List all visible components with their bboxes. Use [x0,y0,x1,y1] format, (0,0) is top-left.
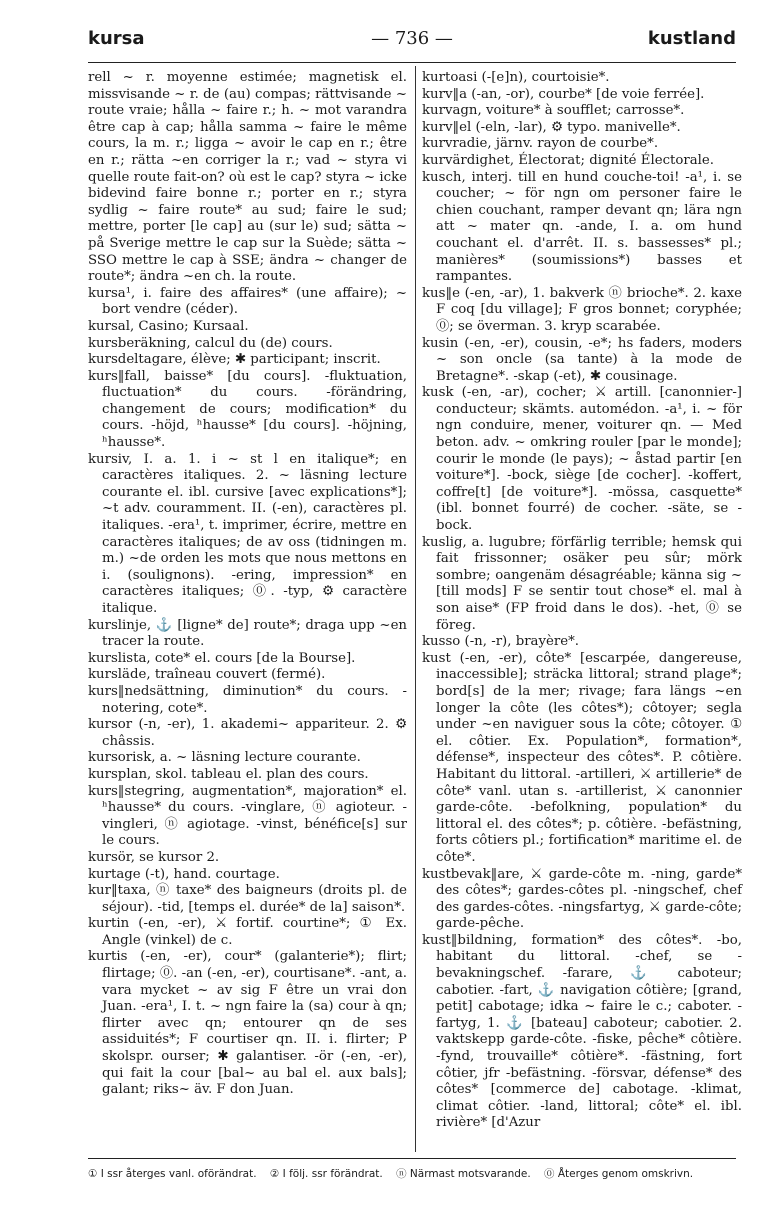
dictionary-entry: kursal, Casino; Kursaal. [88,318,249,334]
dictionary-entry: kurs‖stegring, augmentation*, majoration* el. ʰhausse* du cours. -vinglare, ⓝ agioteur. -vingleri, ⓝ agiotage. -vinst, bénéfice[s] sur le cours. [88,783,407,849]
dictionary-entry: kurslinje, ⚓ [ligne* de] route*; draga upp ~en tracer la route. [88,617,407,650]
dictionary-entry: kusin (-en, -er), cousin, -e*; hs faders, moders ~ son oncle (sa tante) à la mode de Bretagne*. -skap (-et), ✱ cousinage. [422,335,742,384]
dictionary-entry: kursorisk, a. ~ läsning lecture courante. [88,750,361,766]
dictionary-entry: kurtis (-en, -er), cour* (galanterie*); flirt; flirtage; ⓪. -an (-en, -er), courtisane*. -ant, a. vara mycket ~ av sig F être un vrai don Juan. -era¹, I. t. ~ ngn faire la (sa) cour à qn; flirter avec qn; entourer qn de ses assiduités*; F courtiser qn. II. i. flirter; P skolspr. ourser; ✱ galantiser. -ör (-en, -er), qui fait la cour [bal~ au bal el. aux bals]; galant; riks~ äv. F don Juan. [88,949,407,1098]
dictionary-entry: kursiv, I. a. 1. i ~ st l en italique*; en caractères italiques. 2. ~ läsning lecture courante el. ibl. cursive [avec explications*]; ~t adv. couramment. II. (-en), caractères pl. italiques. -era¹, t. imprimer, écrire, mettre en caractères italiques; de av oss (tidningen m. m.) ~de orden les mots que nous mettons en i. (soulignons). -ering, impression* en caractères italiques; ⓪. -typ, ⚙ caractère italique. [88,451,407,616]
dictionary-entry: kurtage (-t), hand. courtage. [88,866,280,882]
dictionary-entry: kursplan, skol. tableau el. plan des cours. [88,766,369,782]
dictionary-entry: kursläde, traîneau couvert (fermé). [88,667,326,683]
footnote-1: ① I ssr återges vanl. oförändrat. [88,1168,257,1180]
dictionary-entry: kursdeltagare, élève; ✱ participant; inscrit. [88,352,381,368]
dictionary-entry: kurs‖nedsättning, diminution* du cours. -notering, cote*. [88,683,407,716]
guide-word-left: kursa [88,28,145,49]
dictionary-entry: kusch, interj. till en hund couche-toi! -a¹, i. se coucher; ~ för ngn om personer faire le chien couchant, ramper devant qn; lära ngn att ~ mater qn. -ande, I. a. om hund couchant el. d'arrêt. II. s. bassesses* pl.; manières* (soumissions*) basses et rampantes. [422,169,742,285]
guide-word-right: kustland [647,28,736,49]
dictionary-entry: kustbevak‖are, ⚔ garde-côte m. -ning, garde* des côtes*; gardes-côtes pl. -ningschef, chef des gardes-côtes. -ningsfartyg, ⚔ garde-côte; garde-pêche. [422,866,742,932]
right-column [422,70,742,1132]
page-header [88,28,736,54]
dictionary-entry: kusso (-n, -r), brayère*. [422,634,579,650]
dictionary-entry: kurslista, cote* el. cours [de la Bourse]. [88,650,356,666]
header-rule [88,62,736,63]
dictionary-entry: kurtin (-en, -er), ⚔ fortif. courtine*; ① Ex. Angle (vinkel) de c. [88,916,407,948]
left-column [88,70,407,1099]
dictionary-entry: kursberäkning, calcul du (de) cours. [88,335,333,351]
dictionary-entry: kust (-en, -er), côte* [escarpée, dangereuse, inaccessible]; sträcka littoral; strand plage*; bord[s] de la mer; rivage; fara längs ~en longer la côte (les côtes*); côtoyer; segla under ~en naviguer sous la côte; côtoyer. ① el. côtier. Ex. Population*, formation*, défense*, inspecteur des côtes*. P. côtière. Habitant du littoral. -artilleri, ⚔ artillerie* de côte* vanl. utan s. -artillerist, ⚔ canonnier garde-côte. -befolkning, population* du littoral el. des côtes*; p. côtière. -befästning, forts côtiers pl.; fortification* maritime el. de côte*. [422,650,742,865]
footnote-2: ② I följ. ssr förändrat. [269,1168,383,1180]
dictionary-entry: kus‖e (-en, -ar), 1. bakverk ⓝ brioche*. 2. kaxe F coq [du village]; F gros bonnet; coryphée; ⓪; se överman. 3. kryp scarabée. [422,285,742,334]
dictionary-entry: rell ~ r. moyenne estimée; magnetisk el. missvisande ~ r. de (au) compas; rättvisande ~ route vraie; hålla ~ faire r.; h. ~ mot varandra être cap à cap; hålla samma ~ faire le même cours, la m. r.; ligga ~ avoir le cap en r.; être en r.; rätta ~en corriger la r.; vad ~ styra vi quelle route fait-on? où est le cap? styra ~ icke bidevind faire bonne r.; porter en r.; styra sydlig ~ faire route* au sud; faire le sud; mettre, porter [le cap] au (sur le) sud; sätta ~ på Sverige mettre le cap sur la Suède; sätta ~ SSO mettre le cap à SSE; ändra ~ changer de route*; ändra ~en ch. la route. [88,70,407,285]
dictionary-entry: kurvagn, voiture* à soufflet; carrosse*. [422,103,685,119]
dictionary-entry: kurv‖a (-an, -or), courbe* [de voie ferrée]. [422,86,705,102]
dictionary-entry: kurvradie, järnv. rayon de courbe*. [422,136,659,152]
dictionary-entry: kurv‖el (-eln, -lar), ⚙ typo. manivelle*. [422,119,681,135]
dictionary-entry: kursör, se kursor 2. [88,849,220,865]
dictionary-entry: kursor (-n, -er), 1. akademi~ appariteur. 2. ⚙ châssis. [88,717,407,749]
column-divider [415,66,416,1152]
dictionary-entry: kursa¹, i. faire des affaires* (une affaire); ~ bort vendre (céder). [88,285,407,318]
dictionary-entry: kur‖taxa, ⓝ taxe* des baigneurs (droits pl. de séjour). -tid, [temps el. durée* de la] saison*. [88,883,407,915]
page-number: — 736 — [371,28,453,49]
dictionary-entry: kurvärdighet, Électorat; dignité Électorale. [422,152,715,168]
dictionary-entry: kust‖bildning, formation* des côtes*. -bo, habitant du littoral. -chef, se -bevakningschef. -farare, ⚓ caboteur; cabotier. -fart, ⚓ navigation côtière; [grand, petit] cabotage; idka ~ faire le c.; caboter. -fartyg, 1. ⚓ [bateau] caboteur; cabotier. 2. vaktskepp garde-côte. -fiske, pêche* côtière. -fynd, trouvaille* côtière*. -fästning, fort côtier, jfr -befästning. -försvar, défense* des côtes* [commerce de] cabotage. -klimat, climat côtier. -land, littoral; côte* el. ibl. rivière* [d'Azur [422,932,742,1131]
dictionary-entry: kusk (-en, -ar), cocher; ⚔ artill. [canonnier-] conducteur; skämts. automédon. -a¹, i. ~ för ngn conduire, mener, voiturer qn. — Med beton. adv. ~ omkring rouler [par le monde]; courir le monde (le pays); ~ åstad partir [en voiture*]. -bock, siège [de cocher]. -koffert, coffre[t] [de voiture*]. -mössa, casquette* (ibl. bonnet fourré) de cocher. -säte, se -bock. [422,385,742,534]
footnote-3: ⓝ Närmast motsvarande. [396,1168,531,1180]
footnote-legend [88,1166,736,1181]
footnote-4: ⓪ Återges genom omskrivn. [544,1168,694,1180]
dictionary-entry: kurs‖fall, baisse* [du cours]. -fluktuation, fluctuation* du cours. -förändring, changement de cours; modification* du cours. -höjd, ʰhausse* [du cours]. -höjning, ʰhausse*. [88,368,407,451]
dictionary-entry: kuslig, a. lugubre; förfärlig terrible; hemsk qui fait frissonner; osäker peu sûr; mörk sombre; oangenäm désagréable; känna sig ~ [till mods] F se sentir tout chose* el. mal à son aise* (FP froid dans le dos). -het, ⓪ se föreg. [422,534,742,633]
dictionary-entry: kurtoasi (-[e]n), courtoisie*. [422,70,610,85]
footer-rule [88,1158,736,1159]
